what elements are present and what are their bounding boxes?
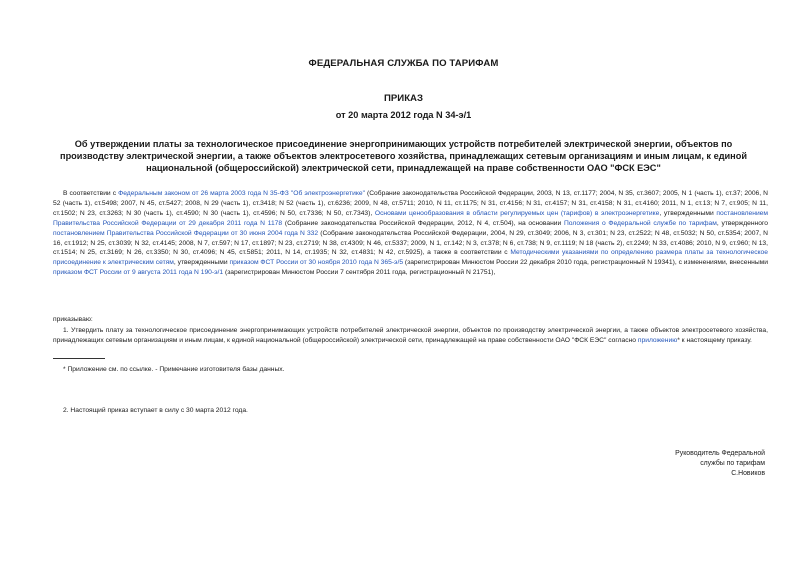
- preamble-text: (Собрание законодательства Российской Федерации, 2012, N 4, ст.504), на основании: [282, 219, 564, 227]
- order-item-2: 2. Настоящий приказ вступает в силу с 30 марта 2012 года.: [63, 407, 248, 414]
- preamble-text: , утвержденными: [659, 209, 717, 217]
- footnote: * Приложение см. по ссылке. - Примечание изготовителя базы данных.: [63, 366, 285, 373]
- document-title: Об утверждении платы за технологическое присоединение энергопринимающих устройств потребителей электрической энергии, объектов по производству электрической энергии, а также объектов электросетевого хозяйства, принадлежащих сетевым организациям и иным лицам, к единой национальной (общероссийской) электрической сети, принадлежащей на праве собственности ОАО "ФСК ЕЭС": [60, 139, 747, 174]
- link-fst-order-365[interactable]: приказом ФСТ России от 30 ноября 2010 года N 365-э/5: [229, 259, 404, 267]
- preamble-text: , утвержденного: [716, 219, 768, 227]
- link-fst-order-190[interactable]: приказом ФСТ России от 9 августа 2011 года N 190-э/1: [53, 269, 224, 277]
- signature-organization: службы по тарифам: [700, 459, 765, 467]
- link-federal-law-35fz[interactable]: Федеральным законом от 26 марта 2003 года N 35-ФЗ "Об электроэнергетике": [118, 190, 365, 197]
- preamble-text: (Собрание законодательства Российской Федерации, 2003, N 13, ст.1177; 2004, N 35, ст.3607; 2005, N 1 (часть 1), ст.37; 2006, N 52 (часть 1), ст.5498; 2007, N 45, ст.5427; 2008, N 29 (часть 1), ст.3418; N 52 (часть 1), ст.6236; 2009, N 48, ст.5711; 2010, N 11, ст.1175; N 31, ст.4156; N 31, ст.4157; N 31, ст.4158; N 31, ст.4160; 2011, N 1, ст.13; N 7, ст.905; N 11, ст.1502; N 23, ст.3263; N 30 (часть 1), ст.4590; N 30 (часть 1), ст.4596; N 50, ст.7336; N 50, ст.7343),: [53, 190, 768, 217]
- signature-block: [675, 449, 765, 478]
- document-date-number: от 20 марта 2012 года N 34-э/1: [335, 110, 472, 120]
- document-type-heading: ПРИКАЗ: [384, 93, 423, 104]
- link-methodical-guidelines[interactable]: Методическими указаниями по определению размера платы за технологическое присоединение к электрическим сетям: [53, 249, 768, 267]
- preamble-text: (зарегистрирован Минюстом России 22 декабря 2010 года, регистрационный N 19341), с изменениями, внесенными: [403, 259, 768, 267]
- item-1-text: 1. Утвердить плату за технологическое присоединение энергопринимающих устройств потребителей электрической энергии, объектов по производству электрической энергии, а также объектов электросетевого хозяйства, принадлежащих сетевым организациям и иным лицам, к единой национальной (общероссийской) электрической сети, принадлежащей на праве собственности ОАО "ФСК ЕЭС" согласно: [53, 327, 768, 344]
- preamble-text: В соответствии с: [63, 190, 119, 197]
- signature-name: С.Новиков: [731, 469, 765, 477]
- link-government-decree-1178[interactable]: постановлением Правительства Российской Федерации от 29 декабря 2011 года N 1178: [53, 209, 768, 227]
- order-item-1: [53, 326, 768, 358]
- link-fst-regulation[interactable]: Положения о Федеральной службе по тарифам: [563, 219, 717, 227]
- preamble-text: (Собрание законодательства Российской Федерации, 2004, N 29, ст.3049; 2006, N 3, ст.301; N 23, ст.2522; N 48, ст.5032; N 50, ст.5354; 2007, N 16, ст.1912; N 25, ст.3039; N 32, ст.4145; 2008, N 7, ст.597; N 17, ст.1897; N 23, ст.2719; N 38, ст.4309; N 46, ст.5337; 2009, N 1, ст.142; N 3, ст.378; N 6, ст.738; N 9, ст.1119; N 18 (часть 2), ст.2249; N 33, ст.4086; 2010, N 9, ст.960; N 13, ст.1514; N 25, ст.3169; N 26, ст.3350; N 30, ст.4096; N 45, ст.5851; 2011, N 14, ст.1935; N 32, ст.4831; N 42, ст.5925), а также в соответствии с: [53, 229, 768, 257]
- item-1-text-end: * к настоящему приказу.: [677, 336, 752, 344]
- link-pricing-fundamentals[interactable]: Основами ценообразования в области регулируемых цен (тарифов) в электроэнергетике: [374, 209, 660, 217]
- signature-position: Руководитель Федеральной: [675, 450, 765, 457]
- order-word: приказываю:: [53, 316, 93, 323]
- link-government-decree-332[interactable]: постановлением Правительства Российской Федерации от 30 июня 2004 года N 332: [53, 229, 319, 237]
- preamble-paragraph: [53, 189, 768, 293]
- preamble-text: , утвержденными: [173, 259, 230, 267]
- organization-heading: ФЕДЕРАЛЬНАЯ СЛУЖБА ПО ТАРИФАМ: [308, 58, 499, 69]
- preamble-text: (зарегистрирован Минюстом России 7 сентября 2011 года, регистрационный N 21751),: [223, 269, 496, 277]
- link-appendix[interactable]: приложению: [637, 336, 678, 344]
- footnote-divider: [53, 358, 105, 359]
